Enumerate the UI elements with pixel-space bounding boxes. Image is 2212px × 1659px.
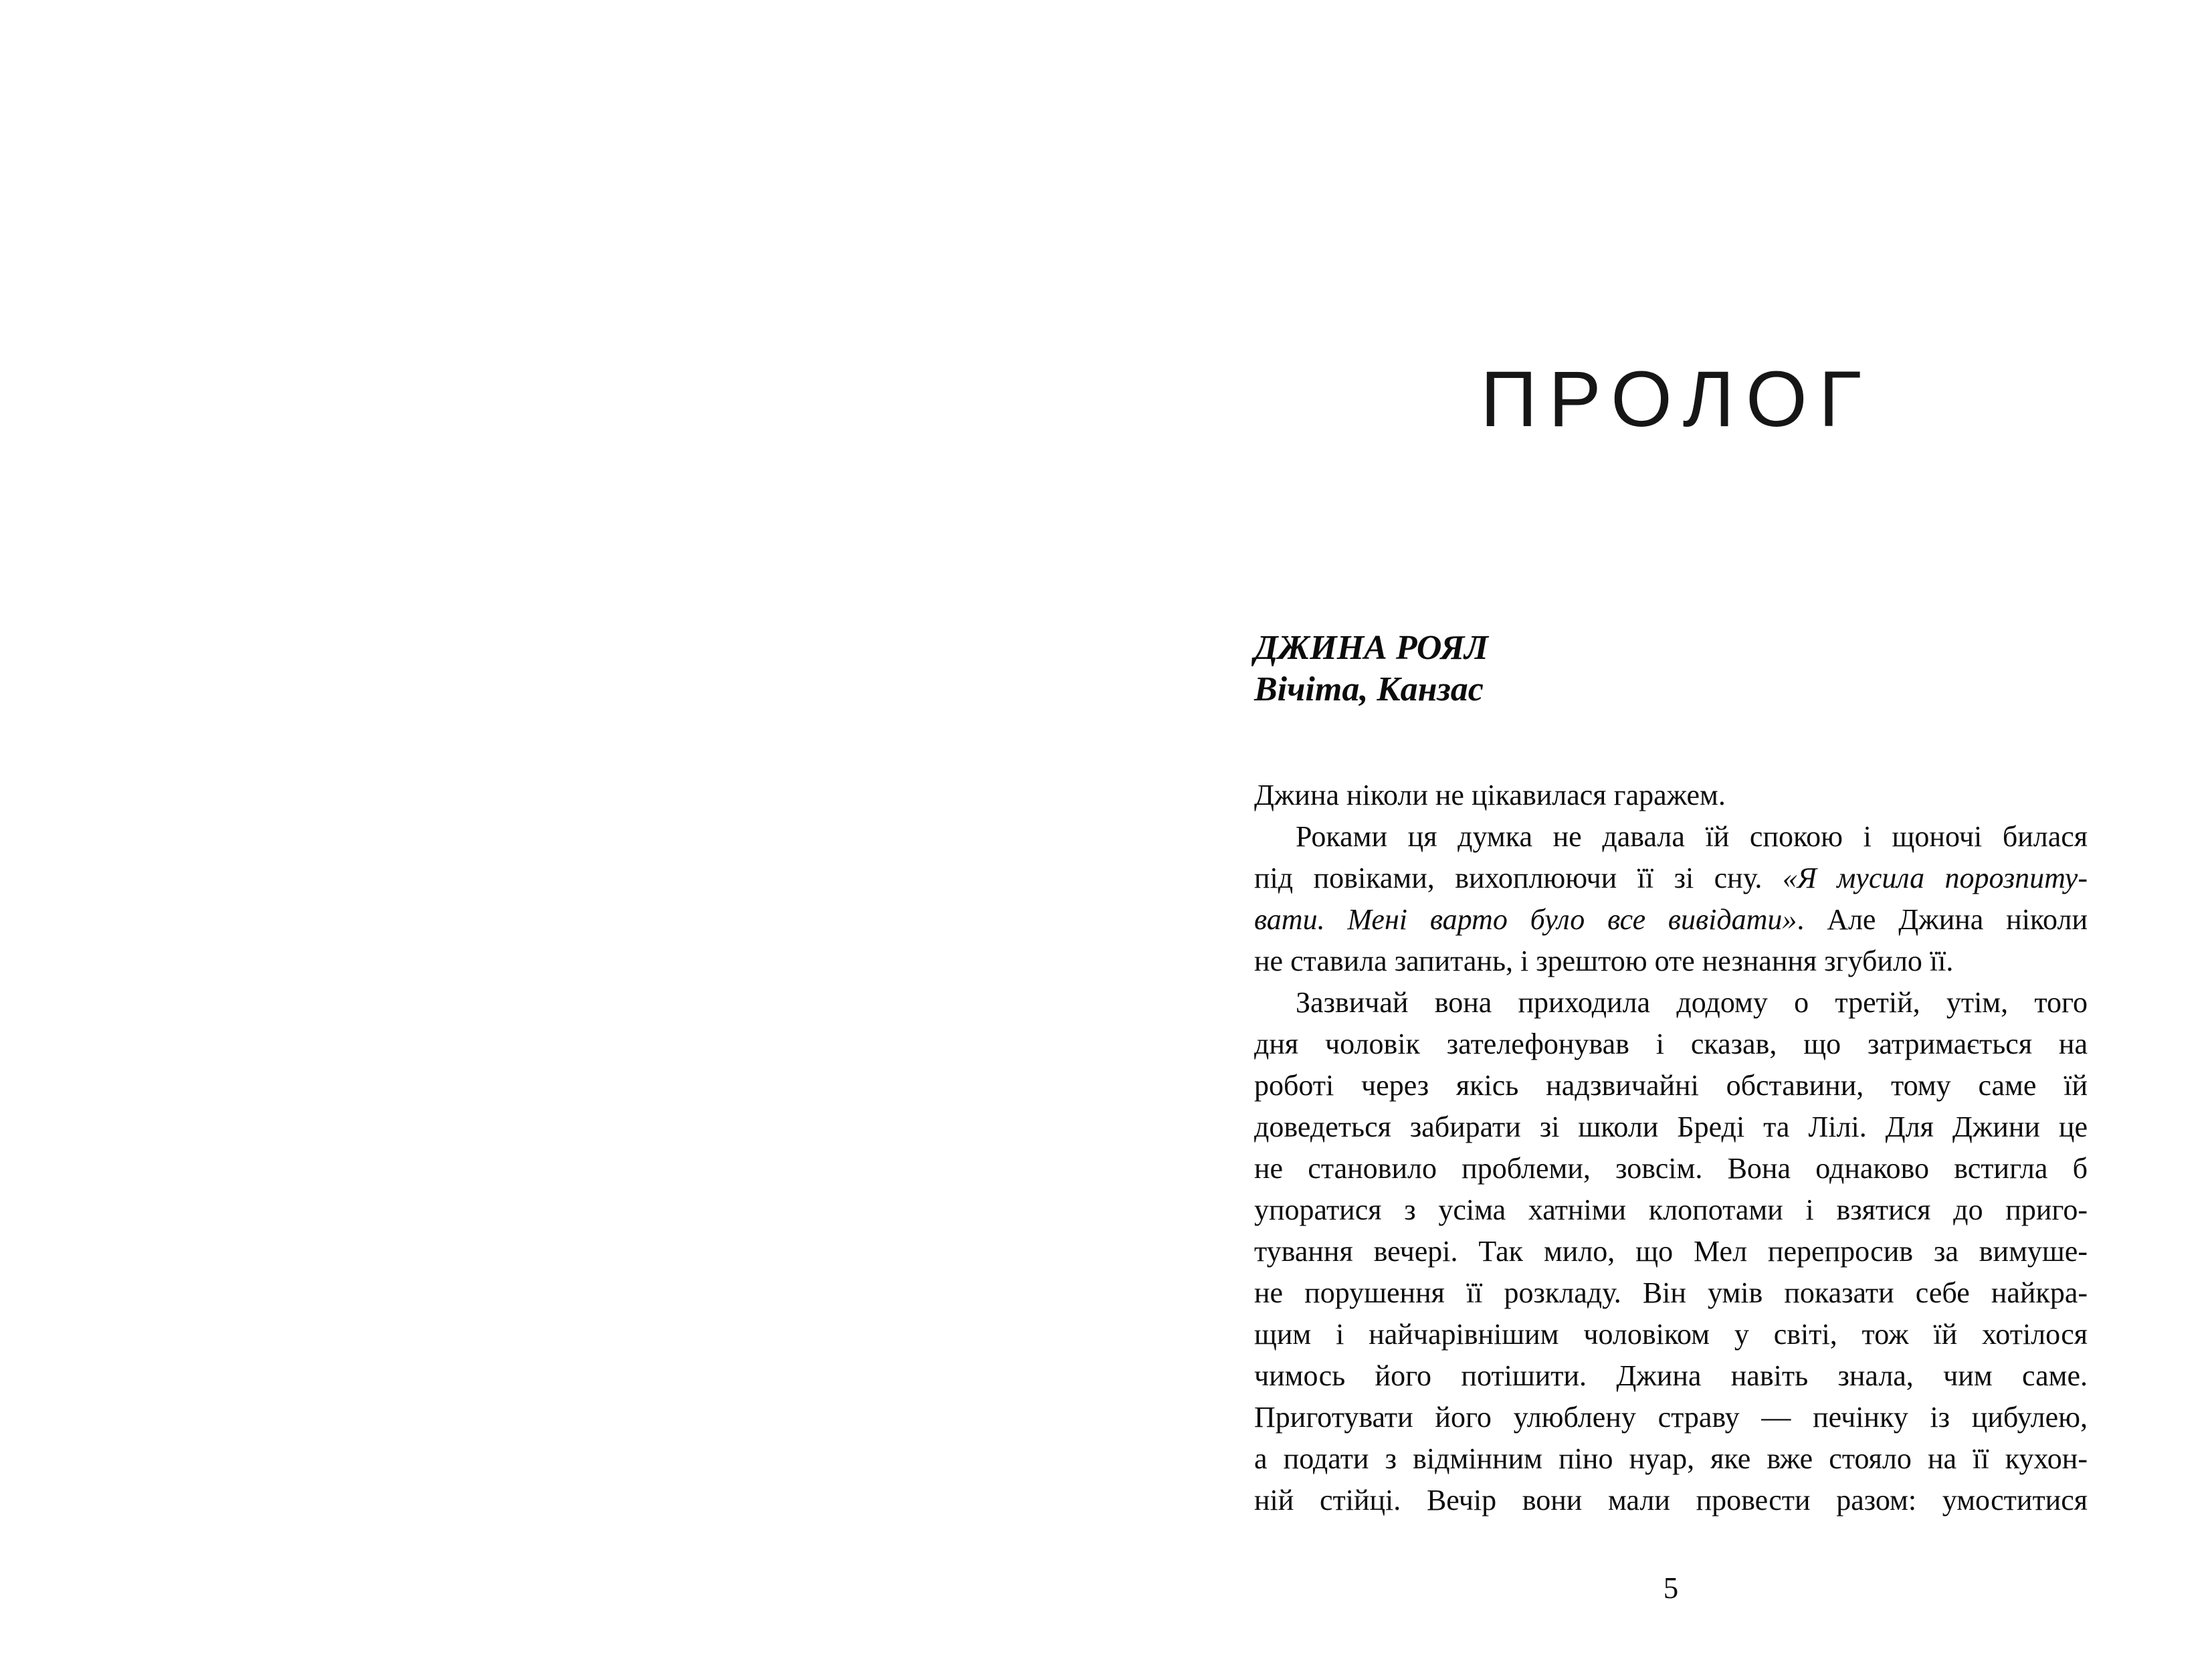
body-line bbox=[1254, 982, 2088, 1023]
body-line bbox=[1254, 1272, 2088, 1314]
body-segment: тування вечері. Так мило, що Мел перепросив за вимуше- bbox=[1254, 1235, 2088, 1268]
body-line bbox=[1254, 1314, 2088, 1355]
section-heading bbox=[1254, 627, 1488, 710]
body-segment: дня чоловік зателефонував і сказав, що затримається на bbox=[1254, 1028, 2088, 1060]
body-line bbox=[1254, 1148, 2088, 1189]
body-segment: . Але Джина ніколи bbox=[1797, 903, 2088, 936]
body-segment: Джина ніколи не цікавилася гаражем. bbox=[1254, 779, 1726, 811]
heading-character-name: ДЖИНА РОЯЛ bbox=[1254, 629, 1488, 667]
body-line bbox=[1254, 1355, 2088, 1397]
body-line bbox=[1254, 1480, 2088, 1521]
body-line bbox=[1254, 816, 2088, 858]
body-segment: доведеться забирати зі школи Бреді та Лілі. Для Джини це bbox=[1254, 1110, 2088, 1143]
body-line bbox=[1254, 775, 2088, 816]
body-line bbox=[1254, 858, 2088, 899]
body-segment: упоратися з усіма хатніми клопотами і взятися до приго- bbox=[1254, 1193, 2088, 1226]
body-segment: не ставила запитань, і зрештою оте незнання згубило її. bbox=[1254, 945, 1954, 977]
heading-location: Вічіта, Канзас bbox=[1254, 670, 1484, 708]
body-line bbox=[1254, 1106, 2088, 1148]
body-segment: Зазвичай вона приходила додому о третій, утім, того bbox=[1296, 986, 2088, 1019]
body-segment: а подати з відмінним піно нуар, яке вже стояло на її кухон- bbox=[1254, 1442, 2088, 1475]
body-segment: щим і найчарівнішим чоловіком у світі, тож їй хотілося bbox=[1254, 1318, 2088, 1351]
chapter-title: ПРОЛОГ bbox=[1480, 355, 1873, 444]
body-line bbox=[1254, 1189, 2088, 1231]
body-segment: не становило проблеми, зовсім. Вона однаково встигла б bbox=[1254, 1152, 2088, 1185]
body-line bbox=[1254, 1065, 2088, 1106]
body-line bbox=[1254, 1397, 2088, 1438]
body-segment: ній стійці. Вечір вони мали провести разом: умоститися bbox=[1254, 1484, 2088, 1517]
body-segment: не порушення її розкладу. Він умів показати себе найкра- bbox=[1254, 1276, 2088, 1309]
body-line bbox=[1254, 1231, 2088, 1272]
body-line bbox=[1254, 1023, 2088, 1065]
book-page bbox=[1254, 0, 2088, 1659]
body-text bbox=[1254, 775, 2088, 1521]
body-segment-italic: вати. Мені варто було все вивідати» bbox=[1254, 903, 1797, 936]
page-number: 5 bbox=[1663, 1571, 1679, 1605]
body-segment: Приготувати його улюблену страву — печінку із цибулею, bbox=[1254, 1401, 2088, 1434]
body-line bbox=[1254, 899, 2088, 941]
body-line bbox=[1254, 1438, 2088, 1480]
body-segment-italic: «Я мусила порозпиту- bbox=[1782, 862, 2088, 894]
body-segment: під повіками, вихоплюючи її зі сну. bbox=[1254, 862, 1783, 894]
body-segment: роботі через якісь надзвичайні обставини, тому саме їй bbox=[1254, 1069, 2088, 1102]
body-segment: чимось його потішити. Джина навіть знала, чим саме. bbox=[1254, 1359, 2088, 1392]
body-segment: Роками ця думка не давала їй спокою і щоночі билася bbox=[1296, 820, 2088, 853]
body-line bbox=[1254, 941, 2088, 982]
